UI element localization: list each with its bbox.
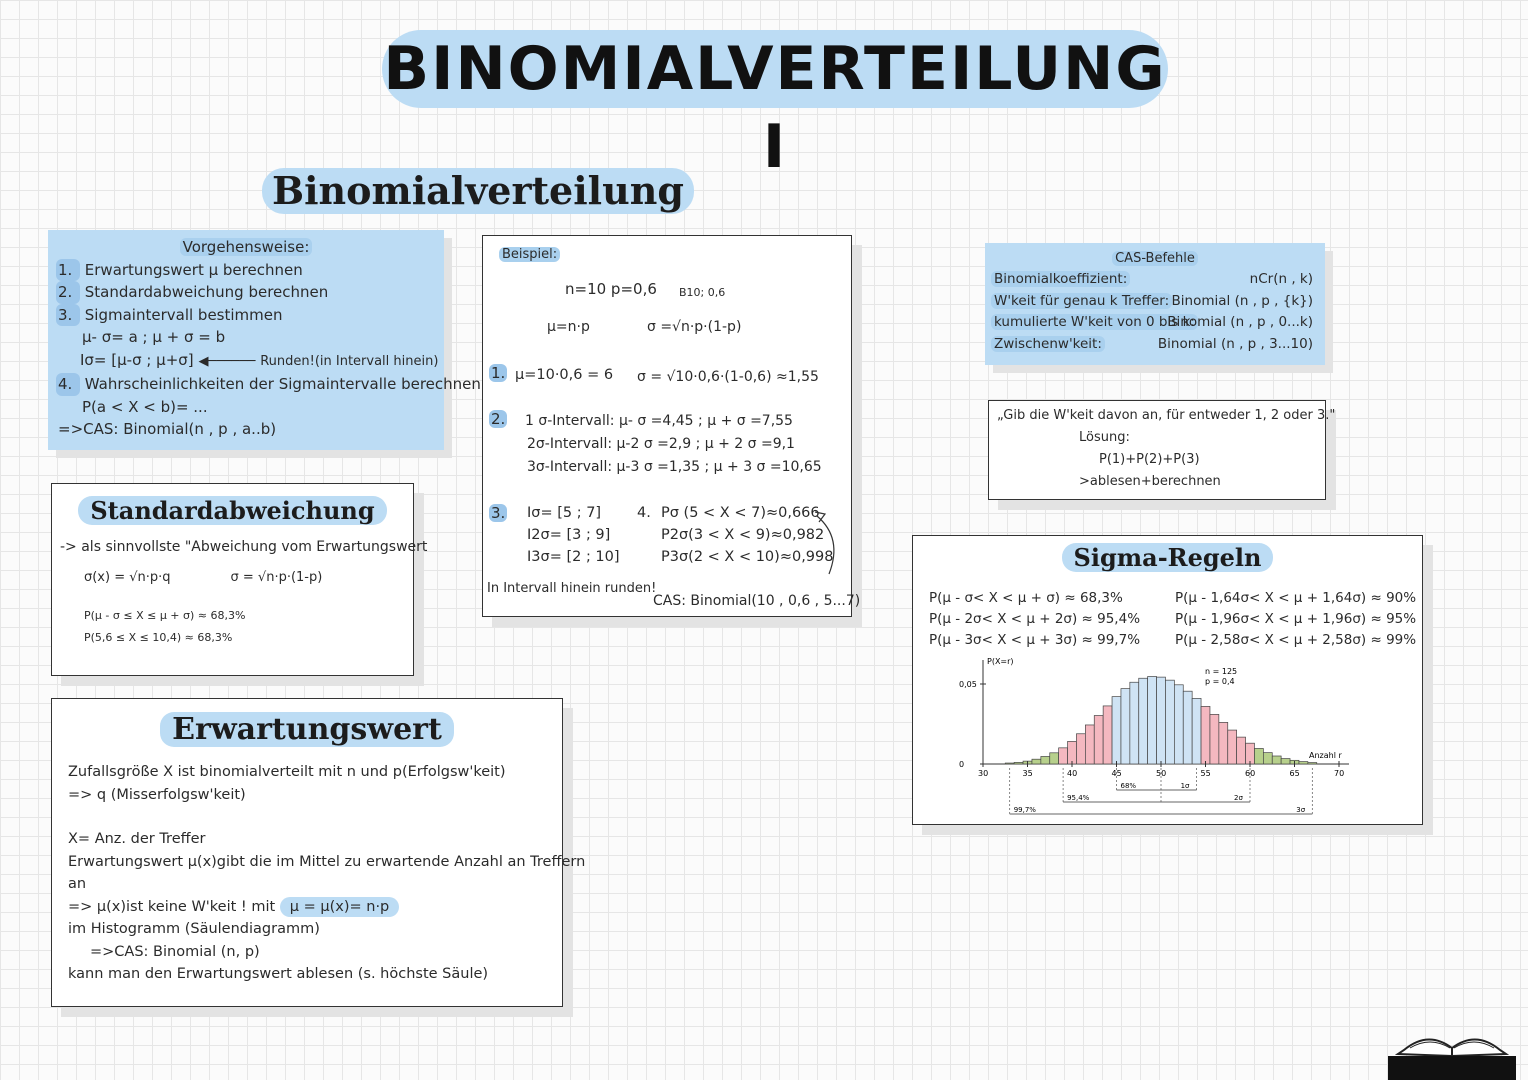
step-3: 3. Sigmaintervall bestimmen [56,304,436,327]
example-arrow [813,508,847,578]
step-3-interval: Iσ= [μ-σ ; μ+σ] ◀────── Runden!(in Intervall hinein) [80,350,439,369]
x-tick-label: 30 [978,769,989,778]
x-tick-label: 60 [1245,769,1256,778]
cas-row [991,291,1319,313]
example-step-3: 3. [491,504,506,522]
histogram-bar [1130,682,1139,764]
example-sigma: σ =√n·p·(1-p) [647,319,742,335]
sigma-title: Sigma-Regeln [1062,543,1274,572]
histogram-bar [1281,759,1290,764]
erw-title: Erwartungswert [160,712,454,747]
example-params: n=10 p=0,6 [565,280,657,298]
histogram-bar [1094,716,1103,764]
step-4: 4. Wahrscheinlichkeiten der Sigmaintervalle berechnen [56,373,436,396]
sigma-mark: 1σ [1180,782,1190,790]
book-icon [1388,1016,1516,1080]
sigma-card [912,535,1423,825]
sigma-rules-left [929,588,1140,651]
procedure-title: Vorgehensweise: [180,238,313,256]
cas-title: CAS-Befehle [1112,251,1198,266]
example-iv-2: I2σ= [3 ; 9] [527,527,611,543]
erw-line-4: Erwartungswert μ(x)gibt die im Mittel zu erwartende Anzahl an Treffern [68,853,586,870]
example-p-1: Pσ (5 < X < 7)≈0,666 [661,505,820,521]
histogram-bar [1165,680,1174,764]
histogram-bar [1041,756,1050,764]
interval-label: 95,4% [1067,794,1090,802]
chart-annotation-p: p = 0,4 [1205,677,1235,686]
example-p-3: P3σ(2 < X < 10)≈0,998 [661,549,834,565]
cas-row-label: W'keit für genau k Treffer: [991,293,1172,309]
histogram-bar [1237,737,1246,764]
example-iv-3: I3σ= [2 ; 10] [527,549,620,565]
step-3-formula: μ- σ= a ; μ + σ = b [82,328,226,346]
cas-commands-box [985,243,1325,365]
example-mu-calc: μ=10·0,6 = 6 [515,367,614,383]
sigma-rule-2: P(μ - 2σ< X < μ + 2σ) ≈ 95,4% [929,611,1141,627]
page-title: BINOMIALVERTEILUNG I [382,30,1168,108]
sigma-rule-5: P(μ - 1,96σ< X < μ + 1,96σ) ≈ 95% [1175,611,1417,627]
std-rule-1: P(μ - σ ≤ X ≤ μ + σ) ≈ 68,3% [84,609,246,622]
sigma-mark: 2σ [1234,794,1243,802]
std-card [51,483,428,676]
std-rule-2: P(5,6 ≤ X ≤ 10,4) ≈ 68,3% [84,631,233,644]
histogram-bar [1174,685,1183,764]
histogram-bar [1121,689,1130,764]
histogram-bar [1299,762,1308,764]
example-step-2: 2. [491,410,506,428]
x-tick-label: 55 [1200,769,1211,778]
example-step-1: 1. [491,364,506,382]
histogram-bar [1192,698,1201,764]
example-interval-1: 1 σ-Intervall: μ- σ =4,45 ; μ + σ =7,55 [525,413,793,429]
x-tick-label: 65 [1289,769,1300,778]
histogram-bar [1068,741,1077,764]
histogram-bar [1246,743,1255,764]
x-tick-label: 50 [1156,769,1167,778]
chart-annotation-n: n = 125 [1205,667,1238,676]
example-interval-2: 2σ-Intervall: μ-2 σ =2,9 ; μ + 2 σ =9,1 [527,436,795,452]
example2-method: >ablesen+berechnen [1079,474,1221,489]
histogram-bar [1050,753,1059,764]
example-sigma-calc: σ = √10·0,6·(1-0,6) ≈1,55 [637,369,819,385]
cas-row-label: Binomialkoeffizient: [991,271,1130,287]
histogram-bar [1076,734,1085,764]
erw-line-7: im Histogramm (Säulendiagramm) [68,921,320,937]
histogram-bar [1103,706,1112,764]
histogram-bar [1139,678,1148,764]
std-formulas: σ(x) = √n·p·q σ = √n·p·(1-p) [84,569,323,585]
example-note: In Intervall hinein runden! [487,581,657,596]
histogram-bar [1201,706,1210,764]
cas-row-command: nCr(n , k) [1249,271,1313,287]
histogram-bar [1308,763,1317,764]
y-axis-label: P(X=r) [987,657,1014,666]
sigma-rule-3: P(μ - 3σ< X < μ + 3σ) ≈ 99,7% [929,632,1141,648]
example-interval-3: 3σ-Intervall: μ-3 σ =1,35 ; μ + 3 σ =10,65 [527,459,822,475]
histogram-bar [1032,759,1041,764]
histogram-bar [1210,714,1219,764]
cas-row-command: Binomial (n , p , {k}) [1171,292,1313,309]
erw-line-9: kann man den Erwartungswert ablesen (s. höchste Säule) [68,966,489,982]
cas-row-label: Zwischenw'keit: [991,336,1105,352]
histogram-bar [1148,676,1157,764]
histogram-bar [1014,762,1023,764]
std-desc: -> als sinnvollste "Abweichung vom Erwartungswert [60,539,428,555]
example2-solution: P(1)+P(2)+P(3) [1099,452,1200,467]
interval-label: 99,7% [1013,806,1036,814]
example-title: Beispiel: [499,247,560,262]
std-title: Standardabweichung [78,496,386,525]
x-tick-label: 35 [1022,769,1033,778]
cas-row [991,269,1319,291]
example-cas: CAS: Binomial(10 , 0,6 , 5...7) [653,593,861,609]
histogram-bar [1228,730,1237,764]
example-p-2: P2σ(3 < X < 9)≈0,982 [661,527,825,543]
histogram-bar [1263,753,1272,764]
sigma-rule-1: P(μ - σ< X < μ + σ) ≈ 68,3% [929,590,1123,606]
histogram-bar [1254,748,1263,764]
interval-label: 68% [1120,782,1137,790]
histogram-bar [1059,748,1068,764]
histogram-bar [1272,756,1281,764]
cas-row-label: kumulierte W'keit von 0 bis k: [991,314,1198,330]
procedure-box [48,230,481,450]
histogram-bar [1219,722,1228,764]
step-4-formula: P(a < X < b)= ... [82,397,208,416]
example2-card [988,400,1336,500]
erw-line-8: =>CAS: Binomial (n, p) [90,943,260,960]
cas-row-command: Binomial (n , p , 3...10) [1157,335,1313,352]
histogram-bar [1112,697,1121,764]
cas-rows [991,269,1319,355]
histogram-bar [1085,725,1094,764]
sigma-rule-6: P(μ - 2,58σ< X < μ + 2,58σ) ≈ 99% [1175,632,1417,648]
step-2: 2. Standardabweichung berechnen [56,281,436,304]
binomial-histogram [949,654,1399,824]
x-tick-label: 40 [1067,769,1078,778]
example-card [482,235,861,617]
step-1: 1. Erwartungswert μ berechnen [56,259,436,282]
erw-card [51,698,586,1007]
cas-row-command: Binomial (n , p , 0...k) [1167,314,1313,330]
x-tick-label: 70 [1334,769,1345,778]
x-axis-label: Anzahl r [1309,751,1342,760]
sigma-mark: 3σ [1296,806,1306,814]
example-iv-1: Iσ= [5 ; 7] [527,505,602,521]
erw-line-3: X= Anz. der Treffer [68,831,206,847]
procedure-cas: =>CAS: Binomial(n , p , a..b) [58,420,277,438]
histogram-bar [1005,763,1014,764]
erw-line-2: => q (Misserfolgsw'keit) [68,786,246,803]
x-tick-label: 45 [1111,769,1122,778]
sigma-rules-right [1175,588,1416,651]
y-tick-label: 0 [959,760,965,769]
example2-solution-label: Lösung: [1079,430,1130,445]
example-mu: μ=n·p [547,319,590,335]
section-heading-binomial: Binomialverteilung [262,168,694,214]
erw-line-6: => μ(x)ist keine W'keit ! mit μ = μ(x)= n·p [68,896,546,919]
cas-row [991,334,1319,356]
erw-line-1: Zufallsgröße X ist binomialverteilt mit n und p(Erfolgsw'keit) [68,764,506,780]
histogram-bar [1157,677,1166,764]
sigma-rule-4: P(μ - 1,64σ< X < μ + 1,64σ) ≈ 90% [1175,590,1417,606]
example-step-4: 4. [637,505,651,521]
cas-row [991,312,1319,334]
erw-line-5: an [68,876,87,892]
example-bname: B10; 0,6 [679,286,726,299]
example2-question: „Gib die W'keit davon an, für entweder 1, 2 oder 3." [997,408,1336,423]
histogram-bar [1183,691,1192,764]
y-tick-label: 0,05 [959,680,977,689]
